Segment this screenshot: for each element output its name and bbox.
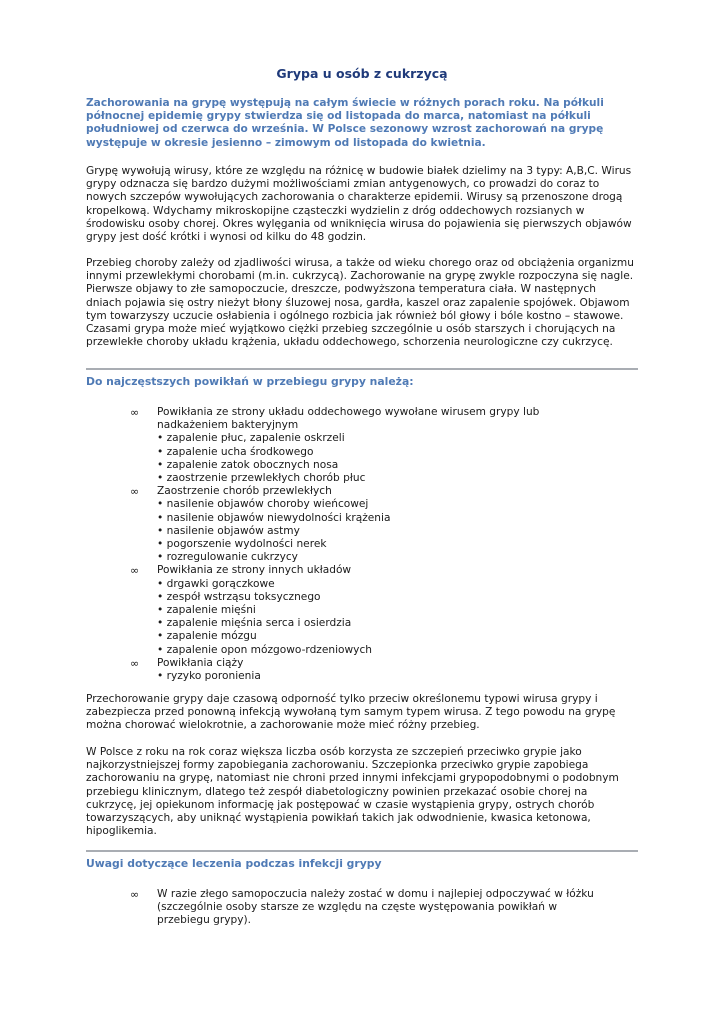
sub-list-item: • nasilenie objawów astmy: [157, 525, 610, 538]
list-item-label: W razie złego samopoczucia należy zostać w domu i najlepiej odpoczywać w łóżku (szczególnie osoby starsze ze względu na częste występowania powikłań w przebiegu grypy).: [157, 888, 594, 927]
sub-list-item: • nasilenie objawów niewydolności krążenia: [157, 512, 610, 525]
sub-list-item: • zapalenie mięśnia serca i osierdzia: [157, 617, 610, 630]
infinity-bullet-icon: ∞: [130, 406, 140, 419]
sub-list-item: • drgawki gorączkowe: [157, 578, 610, 591]
list-item: [130, 888, 610, 928]
sub-list-item: • zapalenie opon mózgowo-rdzeniowych: [157, 644, 610, 657]
sub-list-item: • zaostrzenie przewlekłych chorób płuc: [157, 472, 610, 485]
paragraph-course: Przebieg choroby zależy od zjadliwości wirusa, a także od wieku chorego oraz od obciążenia organizmu innymi przewlekłymi chorobami (m.in. cukrzycą). Zachorowanie na grypę zwykle rozpoczyna się nagle. Pierwsze objawy to złe samopoczucie, dreszcze, podwyższona temperatura ciała. W następnych dniach pojawia się ostry nieżyt błony śluzowej nosa, gardła, kaszel oraz zapalenie spojówek. Objawom tym towarzyszy uczucie osłabienia i ogólnego rozbicia jak również ból głowy i bóle kostno – stawowe. Czasami grypa może mieć wyjątkowo ciężki przebieg szczególnie u osób starszych i chorujących na przewlekłe choroby układu krążenia, układu oddechowego, schorzenia neurologiczne czy cukrzycę.: [86, 257, 634, 349]
infinity-bullet-icon: ∞: [130, 888, 140, 901]
section-heading-treatment: Uwagi dotyczące leczenia podczas infekcji grypy: [86, 857, 382, 870]
sub-list-item: • zapalenie mózgu: [157, 630, 610, 643]
sub-list-item: • nasilenie objawów choroby wieńcowej: [157, 498, 610, 511]
sub-list-item: • zapalenie płuc, zapalenie oskrzeli: [157, 432, 610, 445]
sub-list-item: • ryzyko poronienia: [157, 670, 610, 683]
list-item: [130, 406, 610, 485]
list-item-label: Powikłania ze strony układu oddechowego wywołane wirusem grypy lub nadkażeniem bakteryjnym: [157, 406, 540, 432]
sub-list-item: • rozregulowanie cukrzycy: [157, 551, 610, 564]
lead-paragraph: Zachorowania na grypę występują na całym świecie w różnych porach roku. Na półkuli północnej epidemię grypy stwierdza się od listopada do marca, natomiast na półkuli południowej od czerwca do września. W Polsce sezonowy wzrost zachorowań na grypę występuje w okresie jesienno – zimowym od listopada do kwietnia.: [86, 97, 604, 149]
section-divider: [86, 850, 638, 852]
list-item: [130, 485, 610, 564]
paragraph-vaccination: W Polsce z roku na rok coraz większa liczba osób korzysta ze szczepień przeciwko grypie jako najkorzystniejszej formy zapobiegania zachorowaniu. Szczepionka przeciwko grypie zapobiega zachorowaniu na grypę, natomiast nie chroni przed innymi infekcjami grypopodobnymi o podobnym przebiegu klinicznym, dlatego też zespół diabetologiczny powinien przekazać osobie chorej na cukrzycę, jej opiekunom informację jak postępować w czasie wystąpienia grypy, ostrych chorób towarzyszących, aby uniknąć wystąpienia powikłań takich jak odwodnienie, kwasica ketonowa, hipoglikemia.: [86, 746, 619, 838]
sub-list-item: • zapalenie zatok obocznych nosa: [157, 459, 610, 472]
section-divider: [86, 368, 638, 370]
sub-list-item: • pogorszenie wydolności nerek: [157, 538, 610, 551]
sub-list-item: • zapalenie mięśni: [157, 604, 610, 617]
sub-list: [157, 498, 610, 564]
sub-list-item: • zapalenie ucha środkowego: [157, 446, 610, 459]
paragraph-viruses: Grypę wywołują wirusy, które ze względu na różnicę w budowie białek dzielimy na 3 typy: A,B,C. Wirus grypy odznacza się bardzo dużymi możliwościami zmian antygenowych, co prowadzi do coraz to nowych szczepów wywołujących zachorowania o charakterze epidemii. Wirusy są przenoszone drogą kropelkową. Wdychamy mikroskopijne cząsteczki wydzielin z dróg oddechowych rozsianych w środowisku osoby chorej. Okres wylęgania od wniknięcia wirusa do pojawienia się pierwszych objawów grypy jest dość krótki i wynosi od kilku do 48 godzin.: [86, 165, 632, 244]
page-title: Grypa u osób z cukrzycą: [276, 66, 448, 81]
list-item-label: Powikłania ze strony innych układów: [157, 564, 352, 577]
sub-list: [157, 578, 610, 657]
list-item-label: Zaostrzenie chorób przewlekłych: [157, 485, 332, 498]
section-heading-complications: Do najczęstszych powikłań w przebiegu grypy należą:: [86, 375, 414, 388]
infinity-bullet-icon: ∞: [130, 564, 140, 578]
infinity-bullet-icon: ∞: [130, 656, 140, 670]
list-item-label: Powikłania ciąży: [157, 656, 244, 669]
treatment-list: [130, 888, 610, 928]
complications-list: [130, 406, 610, 683]
list-item: [130, 564, 610, 656]
sub-list-item: • zespół wstrząsu toksycznego: [157, 591, 610, 604]
sub-list: [157, 670, 610, 683]
infinity-bullet-icon: ∞: [130, 485, 140, 499]
sub-list: [157, 432, 610, 485]
list-item: [130, 657, 610, 683]
paragraph-immunity: Przechorowanie grypy daje czasową odporność tylko przeciw określonemu typowi wirusa grypy i zabezpiecza przed ponowną infekcją wywołaną tym samym typem wirusa. Z tego powodu na grypę można chorować wielokrotnie, a zachorowanie może mieć różny przebieg.: [86, 693, 616, 732]
